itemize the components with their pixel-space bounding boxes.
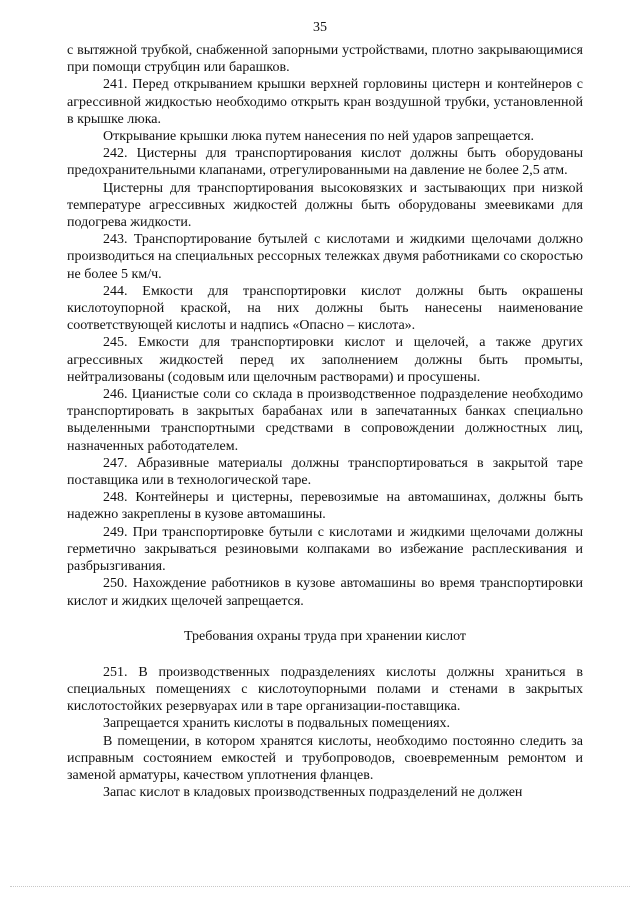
paragraph-251-maintenance: В помещении, в котором хранятся кислоты, необходимо постоянно следить за исправным состоянием емкостей и трубопроводов, своевременным ремонтом и заменой арматуры, качеством уплотнения фланцев.: [67, 733, 583, 783]
paragraph-continuation: с вытяжной трубкой, снабженной запорными устройствами, плотно закрывающимися при помощи струбцин или барашков.: [67, 43, 583, 76]
paragraph-246: 246. Цианистые соли со склада в производственное подразделение необходимо транспортировать в закрытых барабанах или в запечатанных банках специально выделенными транспортными средствами в сопровождении должностных лиц, назначенных работодателем.: [67, 387, 583, 454]
paragraph-241: 241. Перед открыванием крышки верхней горловины цистерн и контейнеров с агрессивной жидкостью необходимо открыть кран воздушной трубки, установленной в крышке люка.: [67, 77, 583, 127]
paragraph-245: 245. Емкости для транспортировки кислот и щелочей, а также других агрессивных жидкостей перед их заполнением должны быть промыты, нейтрализованы (содовым или щелочным растворами) и просушены.: [67, 335, 583, 385]
paragraph-248: 248. Контейнеры и цистерны, перевозимые на автомашинах, должны быть надежно закреплены в кузове автомашины.: [67, 490, 583, 523]
paragraph-251: 251. В производственных подразделениях кислоты должны храниться в специальных помещениях с кислотоупорными полами и стенами в закрытых кислотостойких резервуарах или в таре организации-поставщика.: [67, 664, 583, 715]
paragraph-241-hatch: Открывание крышки люка путем нанесения по ней ударов запрещается.: [103, 129, 534, 145]
paragraph-249: 249. При транспортировке бутыли с кислотами и жидкими щелочами должны герметично закрываться резиновыми колпаками во избежание расплескивания и разбрызгивания.: [67, 524, 583, 575]
paragraph-244: 244. Емкости для транспортировки кислот должны быть окрашены кислотоупорной краской, на них должны быть нанесены наименование соответствующей кислоты и надпись «Опасно – кислота».: [67, 283, 583, 334]
paragraph-251-basement: Запрещается хранить кислоты в подвальных помещениях.: [103, 716, 451, 732]
scan-edge-dots: [10, 886, 630, 888]
paragraph-243: 243. Транспортирование бутылей с кислотами и жидкими щелочами должно производиться на специальных рессорных тележках двумя работниками со скоростью не более 5 км/ч.: [67, 232, 583, 282]
paragraph-247: 247. Абразивные материалы должны транспортироваться в закрытой таре поставщика или в технологической таре.: [67, 455, 583, 489]
document-body: [67, 42, 583, 801]
section-heading: Требования охраны труда при хранении кислот: [183, 628, 467, 644]
paragraph-242-viscous: Цистерны для транспортирования высоковязких и застывающих при низкой температуре агрессивных жидкостей должны быть оборудованы змеевиками для подогрева жидкости.: [67, 180, 583, 231]
paragraph-242: 242. Цистерны для транспортирования кислот должны быть оборудованы предохранительными клапанами, отрегулированными на давление не более 2,5 атм.: [67, 146, 583, 179]
page-number: 35: [313, 20, 327, 35]
paragraph-251-stock: Запас кислот в кладовых производственных подразделений не должен: [103, 785, 523, 801]
paragraph-250: 250. Нахождение работников в кузове автомашины во время транспортировки кислот и жидких щелочей запрещается.: [67, 576, 583, 609]
